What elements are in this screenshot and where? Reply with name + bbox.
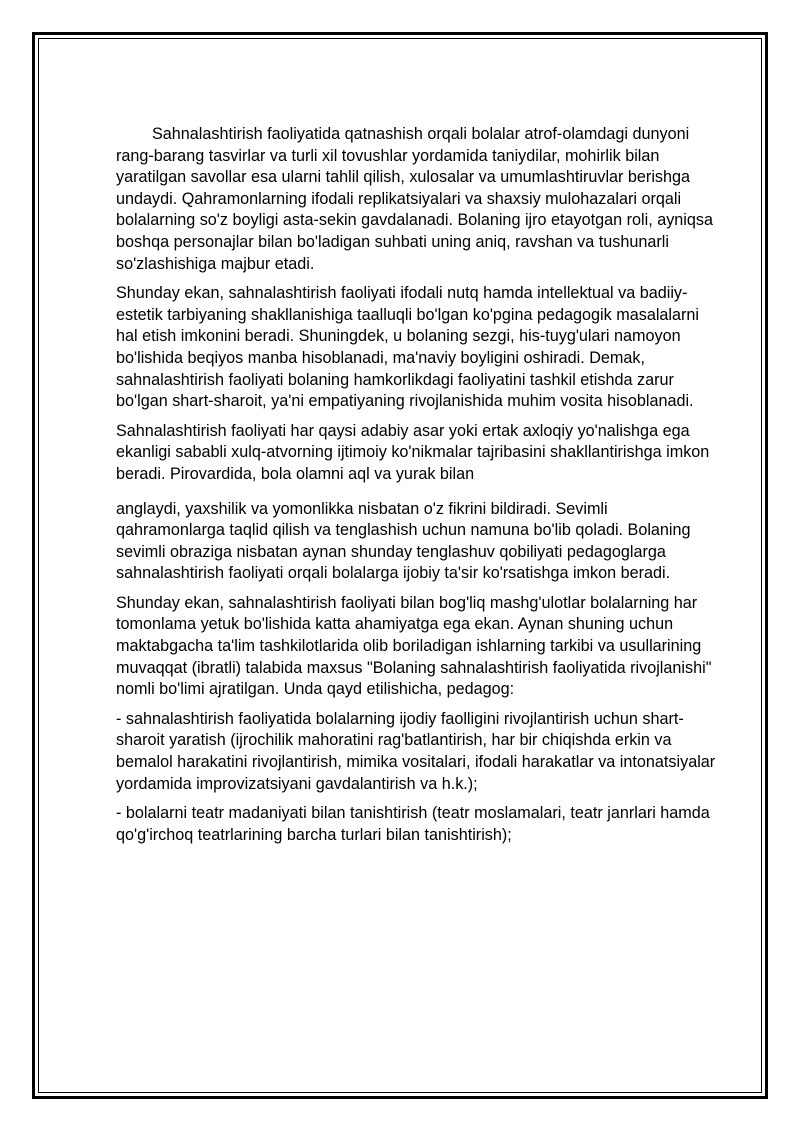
document-body	[116, 124, 716, 854]
list-item-1: - sahnalashtirish faoliyatida bolalarning ijodiy faolligini rivojlantirish uchun shart-sharoit yaratish (ijrochilik mahoratini rag'batlantirish, har bir chiqishda erkin va bemalol harakatini rivojlantirish, mimika vositalari, ifodali harakatlar va intonatsiyalar yordamida improvizatsiyani gavdalantirish va h.k.);	[116, 709, 716, 793]
list-item-2: - bolalarni teatr madaniyati bilan tanishtirish (teatr moslamalari, teatr janrlari hamda qo'g'irchoq teatrlarining barcha turlari bilan tanishtirish);	[116, 804, 710, 844]
paragraph-2: Shunday ekan, sahnalashtirish faoliyati ifodali nutq hamda intellektual va badiiy-estetik tarbiyaning shakllanishiga taalluqli bo'lgan ko'pgina pedagogik masalalarni hal etish imkonini beradi. Shuningdek, u bolaning sezgi, his-tuyg'ulari namoyon bo'lishida beqiyos manba hisoblanadi, ma'naviy boyligini oshiradi. Demak, sahnalashtirish faoliyati bolaning hamkorlikdagi faoliyatini tashkil etishda zarur bo'lgan shart-sharoit, ya'ni empatiyaning rivojlanishida muhim vosita hisoblanadi.	[116, 284, 700, 411]
paragraph-5: Shunday ekan, sahnalashtirish faoliyati bilan bog'liq mashg'ulotlar bolalarning har tomonlama yetuk bo'lishida katta ahamiyatga ega ekan. Aynan shuning uchun maktabgacha ta'lim tashkilotlarida olib boriladigan ishlarning tarkibi va usullarining muvaqqat (ibratli) talabida maxsus "Bolaning sahnalashtirish faoliyatida rivojlanishi" nomli bo'limi ajratilgan. Unda qayd etilishicha, pedagog:	[116, 593, 712, 699]
paragraph-4: anglaydi, yaxshilik va yomonlikka nisbatan o'z fikrini bildiradi. Sevimli qahramonlarga taqlid qilish va tenglashish uchun namuna bo'lib qoladi. Bolaning sevimli obraziga nisbatan aynan shunday tenglashuv qobiliyati pedagoglarga sahnalashtirish faoliyati orqali bolalarga ijobiy ta'sir ko'rsatishga imkon beradi.	[116, 499, 691, 583]
paragraph-1: Sahnalashtirish faoliyatida qatnashish orqali bolalar atrof-olamdagi dunyoni rang-barang tasvirlar va turli xil tovushlar yordamida taniydilar, mohirlik bilan yaratilgan savollar esa ularni tahlil qilish, xulosalar va umumlashtiruvlar berishga undaydi. Qahramonlarning ifodali replikatsiyalari va shaxsiy mulohazalari orqali bolalarning so'z boyligi asta-sekin gavdalanadi. Bolaning ijro etayotgan roli, ayniqsa boshqa personajlar bilan bo'ladigan suhbati uning aniq, ravshan va tushunarli so'zlashishiga majbur etadi.	[116, 125, 714, 273]
paragraph-3: Sahnalashtirish faoliyati har qaysi adabiy asar yoki ertak axloqiy yo'nalishga ega ekanligi sababli xulq-atvorning ijtimoiy ko'nikmalar tajribasini shakllantirishga imkon beradi. Pirovardida, bola olamni aql va yurak bilan	[116, 421, 710, 483]
